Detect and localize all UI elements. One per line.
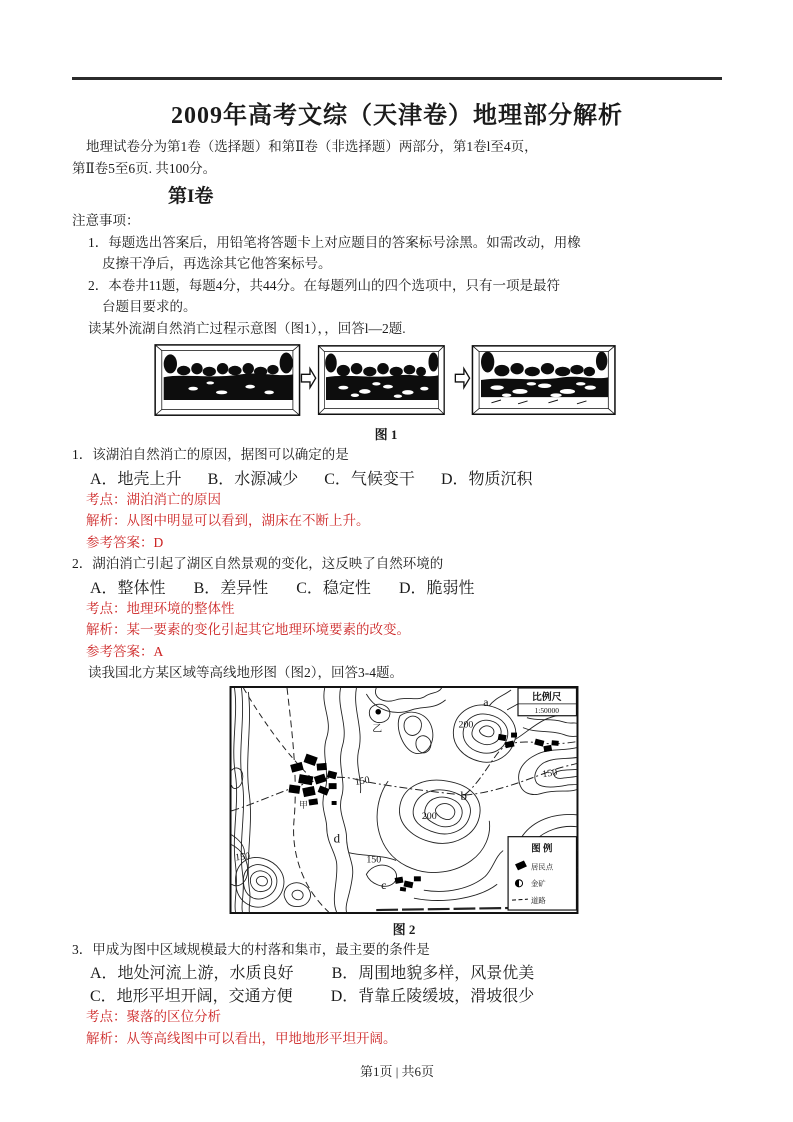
question-1-stem: 1．该湖泊自然消亡的原因，据图可以确定的是 (72, 447, 349, 462)
question-1-jiexi: 解析：从图中明显可以看到，湖床在不断上升。 (86, 513, 370, 528)
page-content (0, 77, 793, 1083)
question-2-answer: 参考答案：A (86, 643, 164, 659)
question-2-options (72, 575, 722, 598)
legend-box (508, 836, 576, 909)
scale-value: 1:50000 (534, 705, 559, 715)
option-3b: B．周围地貌多样，风景优美 (331, 965, 535, 982)
label-150-east: 150 (541, 766, 558, 780)
option-3a: A．地处河流上游，水质良好 (90, 965, 294, 982)
label-150-west: 150 (234, 850, 251, 863)
question-3-stem: 3．甲成为图中区域规模最大的村落和集市，最主要的条件是 (72, 941, 430, 957)
question-2-stem: 2．湖泊消亡引起了湖区自然景观的变化，这反映了自然环境的 (72, 556, 444, 571)
option-3d: D．背靠丘陵缓坡，滑坡很少 (330, 988, 535, 1005)
legend-mine-label: 金矿 (530, 878, 546, 888)
question-3-options-row-1 (72, 960, 722, 983)
question-1-kaodian: 考点：湖泊消亡的原因 (86, 491, 221, 507)
figure1-arrow-2 (455, 369, 469, 388)
intro-line-1: 地理试卷分为第1卷（选择题）和第Ⅱ卷（非选择题）两部分，第1卷l至4页， (86, 139, 538, 154)
option-2a: A．整体性 (90, 579, 166, 597)
label-b: b (460, 788, 467, 803)
scale-box (518, 687, 576, 715)
question-3-kaodian: 考点：聚落的区位分析 (86, 1009, 221, 1024)
label-jia: 甲 (298, 799, 308, 810)
notice-item-2-line-2: 台题目要求的。 (102, 299, 197, 314)
figure1-sketch (141, 343, 631, 419)
option-1b: B．水源减少 (207, 470, 299, 488)
legend-road-label: 道路 (530, 895, 546, 905)
figure1-panel-3 (472, 346, 615, 414)
question-1-options (72, 466, 722, 489)
scale-label: 比例尺 (531, 691, 562, 703)
notice-item-2-line-1: 2．本卷井11题，每题4分，共44分。在每题列山的四个选项中，只有一项是最符 (88, 277, 560, 293)
label-c: c (381, 877, 387, 892)
notice-item-1-line-2: 皮擦干净后，再选涂其它他答案标号。 (102, 256, 332, 271)
option-2c: C．稳定性 (296, 579, 371, 597)
option-3c: C．地形平坦开阔，交通方便 (90, 988, 293, 1005)
label-a: a (483, 694, 489, 709)
section-heading: 第I卷 (168, 186, 214, 207)
option-1c: C．气候变干 (324, 470, 415, 488)
question-3-jiexi: 解析：从等高线图中可以看出，甲地地形平坦开阔。 (86, 1030, 397, 1046)
label-200-south: 200 (421, 810, 437, 822)
figure2-caption: 图 2 (392, 921, 416, 937)
notice-item-1-line-1: 1．每题选出答案后，用铅笔将答题卡上对应题目的答案标号涂黑。如需改动，用橡 (88, 234, 581, 250)
figure1-arrow-1 (301, 369, 315, 388)
figure2-contour-map (228, 686, 580, 914)
notice-heading: 注意事项： (72, 213, 140, 228)
option-2b: B．差异性 (193, 579, 269, 597)
figure1 (141, 343, 631, 444)
option-2d: D．脆弱性 (398, 579, 475, 597)
header-rule (72, 77, 722, 80)
label-150-mid: 150 (354, 774, 371, 788)
figure2-reading-prompt: 读我国北方某区域等高线地形图（图2），回答3-4题。 (88, 665, 403, 680)
gold-mine-dot (375, 708, 381, 714)
label-d: d (333, 831, 341, 846)
figure1-caption: 图 1 (374, 427, 398, 442)
page-number-indicator: 第1页 | 共6页 (359, 1064, 435, 1079)
label-yi: 乙 (372, 723, 383, 735)
figure1-panel-2 (319, 346, 445, 414)
label-150-south: 150 (366, 853, 382, 865)
question-3-options-row-2 (72, 983, 722, 1006)
intro-line-2: 第Ⅱ卷5至6页. 共100分。 (72, 160, 217, 176)
figure1-panel-1 (155, 345, 299, 415)
legend-settlement-label: 居民点 (530, 861, 554, 871)
question-2-kaodian: 考点：地理环境的整体性 (86, 600, 235, 616)
option-1d: D．物质沉积 (440, 470, 533, 488)
label-200-north: 200 (458, 719, 474, 731)
legend-title: 图 例 (531, 844, 553, 855)
page-title: 2009年高考文综（天津卷）地理部分解析 (171, 103, 623, 129)
question-2-jiexi: 解析：某一要素的变化引起其它地理环境要素的改变。 (86, 622, 410, 637)
figure2 (228, 686, 580, 939)
question-1-answer: 参考答案：D (86, 534, 164, 550)
option-1a: A．地壳上升 (90, 470, 182, 488)
figure1-reading-prompt: 读某外流湖自然消亡过程示意图（图1），，回答l—2题. (88, 320, 406, 336)
